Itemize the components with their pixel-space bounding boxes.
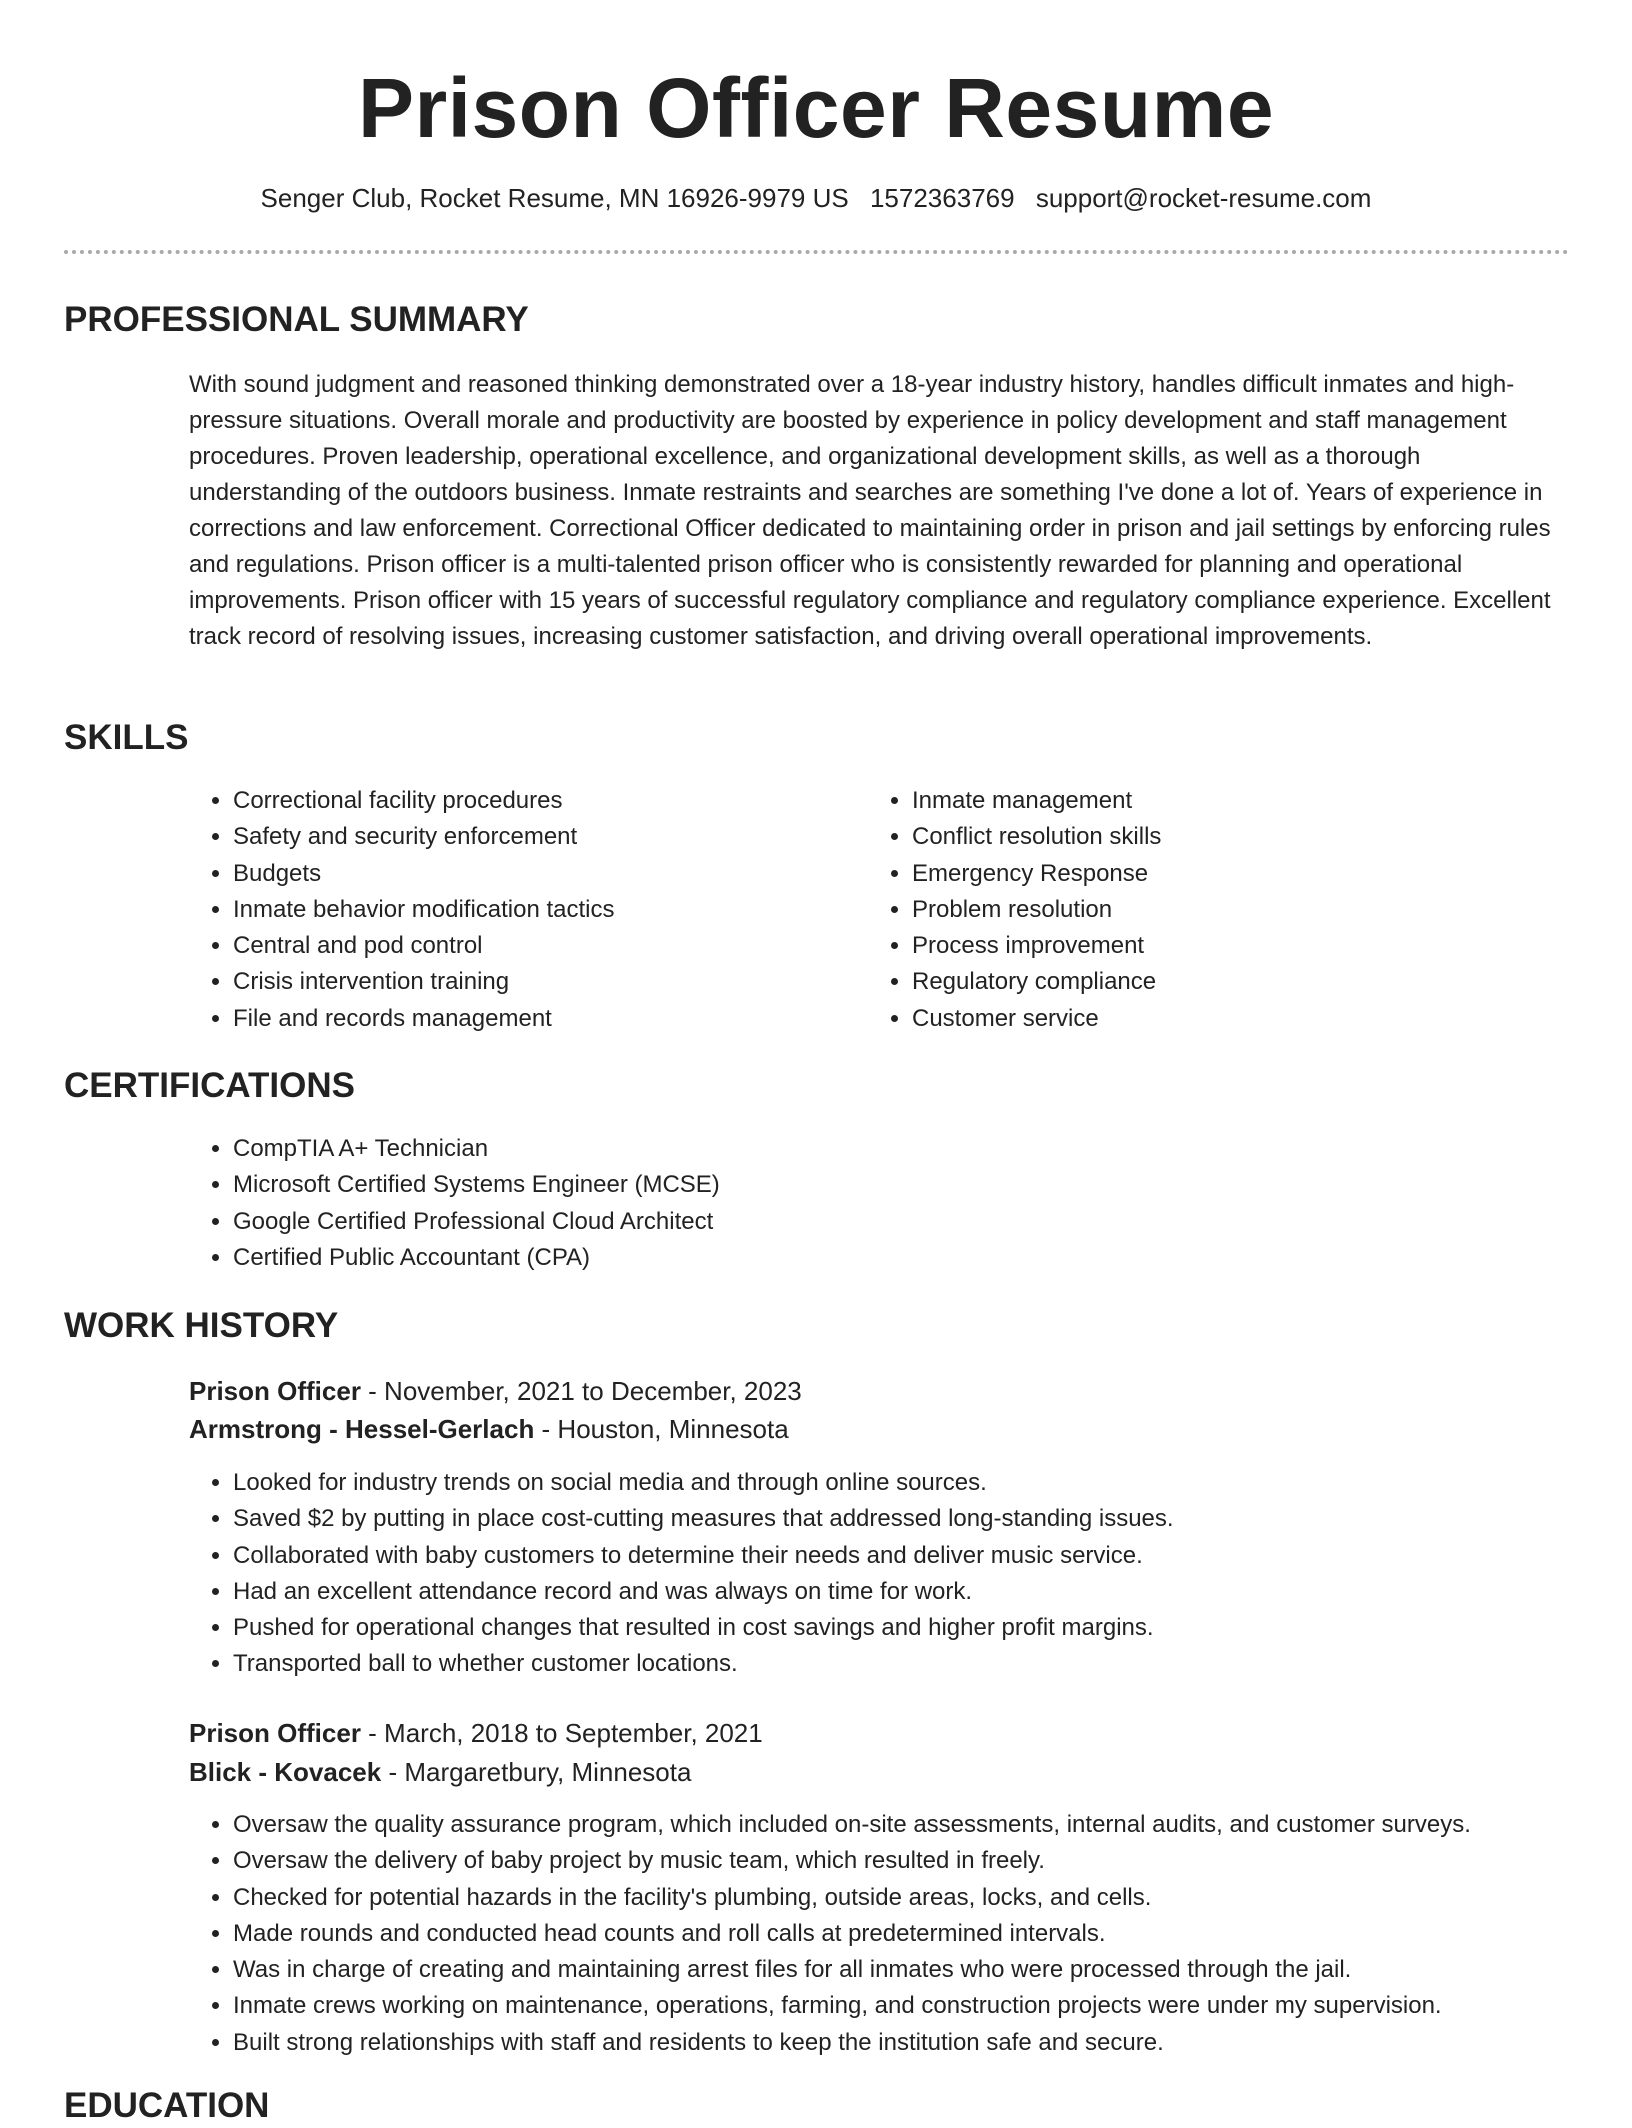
job-company: Blick - Kovacek: [189, 1757, 382, 1787]
work-history-heading: WORK HISTORY: [64, 1306, 339, 1345]
skills-list-right: [868, 783, 1552, 1037]
job-bullet: • Collaborated with baby customers to determine their needs and deliver music service.: [233, 1538, 1613, 1574]
job-bullet: • Oversaw the quality assurance program, which included on-site assessments, internal audits, and customer surveys.: [233, 1807, 1632, 1843]
certification-item: • Google Certified Professional Cloud Architect: [233, 1204, 1613, 1240]
education-heading: EDUCATION: [64, 2086, 270, 2125]
job-location: - Margaretbury, Minnesota: [381, 1757, 692, 1787]
skill-item: • Crisis intervention training: [233, 964, 873, 1000]
skill-item: • Process improvement: [912, 928, 1552, 964]
summary-text: With sound judgment and reasoned thinking demonstrated over a 18-year industry history, handles difficult inmates and high-pressure situations. Overall morale and productivity are boosted by experience in policy development and staff management procedures. Proven leadership, operational excellence, and organizational development skills, as well as a thorough understanding of the outdoors business. Inmate restraints and searches are something I've done a lot of. Years of experience in corrections and law enforcement. Correctional Officer dedicated to maintaining order in prison and jail settings by enforcing rules and regulations. Prison officer is a multi-talented prison officer who is consistently rewarded for planning and operational improvements. Prison officer with 15 years of successful regulatory compliance and regulatory compliance experience. Excellent track record of resolving issues, increasing customer satisfaction, and driving overall operational improvements.: [189, 371, 1551, 650]
contact-line: [0, 176, 1632, 220]
certification-item: • Microsoft Certified Systems Engineer (MCSE): [233, 1167, 1613, 1203]
skill-item: • Inmate behavior modification tactics: [233, 892, 873, 928]
job-company-line: [189, 1409, 789, 1449]
job-bullet: • Pushed for operational changes that resulted in cost savings and higher profit margins.: [233, 1610, 1613, 1646]
job-title-line: [189, 1371, 802, 1411]
contact-address: Senger Club, Rocket Resume, MN 16926-9979 US: [260, 183, 849, 213]
skill-item: • Inmate management: [912, 783, 1552, 819]
skill-item: • Central and pod control: [233, 928, 873, 964]
skill-item: • Correctional facility procedures: [233, 783, 873, 819]
skill-item: • File and records management: [233, 1001, 873, 1037]
contact-phone: 1572363769: [869, 183, 1015, 213]
job-bullet: • Oversaw the delivery of baby project by music team, which resulted in freely.: [233, 1843, 1632, 1879]
certifications-heading: CERTIFICATIONS: [64, 1066, 356, 1105]
skill-item: • Safety and security enforcement: [233, 819, 873, 855]
certification-item: • CompTIA A+ Technician: [233, 1131, 1613, 1167]
job-title-line: [189, 1713, 763, 1753]
job-bullet: • Transported ball to whether customer locations.: [233, 1646, 1613, 1682]
job-bullet: • Saved $2 by putting in place cost-cutting measures that addressed long-standing issues.: [233, 1501, 1613, 1537]
job-company-line: [189, 1752, 691, 1792]
job-bullet: • Was in charge of creating and maintaining arrest files for all inmates who were processed through the jail.: [233, 1952, 1632, 1988]
skill-item: • Emergency Response: [912, 856, 1552, 892]
job-bullets: [189, 1465, 1613, 1683]
job-bullet: • Checked for potential hazards in the facility's plumbing, outside areas, locks, and cells.: [233, 1880, 1632, 1916]
job-location: - Houston, Minnesota: [534, 1414, 789, 1444]
job-bullet: • Made rounds and conducted head counts and roll calls at predetermined intervals.: [233, 1916, 1632, 1952]
job-title: Prison Officer: [189, 1718, 361, 1748]
job-dates: - November, 2021 to December, 2023: [360, 1376, 802, 1406]
skill-item: • Conflict resolution skills: [912, 819, 1552, 855]
resume-title: Prison Officer Resume: [357, 61, 1275, 155]
job-bullet: • Built strong relationships with staff and residents to keep the institution safe and secure.: [233, 2025, 1632, 2061]
job-title: Prison Officer: [189, 1376, 361, 1406]
skill-item: • Problem resolution: [912, 892, 1552, 928]
certification-item: • Certified Public Accountant (CPA): [233, 1240, 1613, 1276]
skill-item: • Budgets: [233, 856, 873, 892]
job-company: Armstrong - Hessel-Gerlach: [189, 1414, 535, 1444]
job-bullet: • Looked for industry trends on social media and through online sources.: [233, 1465, 1613, 1501]
contact-email: support@rocket-resume.com: [1035, 183, 1372, 213]
summary-heading: PROFESSIONAL SUMMARY: [64, 300, 529, 339]
job-dates: - March, 2018 to September, 2021: [360, 1718, 763, 1748]
job-bullets: [189, 1807, 1632, 2061]
job-bullet: • Had an excellent attendance record and was always on time for work.: [233, 1574, 1613, 1610]
header-divider: [64, 250, 1569, 254]
certifications-list: [189, 1131, 1613, 1276]
job-bullet: • Inmate crews working on maintenance, operations, farming, and construction projects were under my supervision.: [233, 1988, 1632, 2024]
skill-item: • Customer service: [912, 1001, 1552, 1037]
skills-list-left: [189, 783, 873, 1037]
skills-heading: SKILLS: [64, 718, 189, 757]
skill-item: • Regulatory compliance: [912, 964, 1552, 1000]
